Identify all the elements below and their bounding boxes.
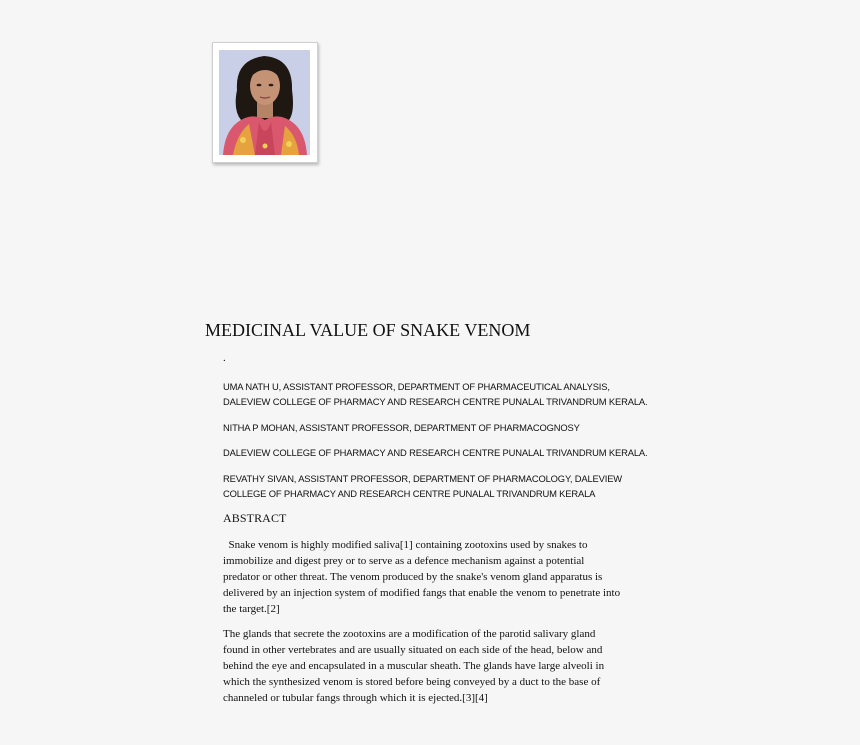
affiliation-line: REVATHY SIVAN, ASSISTANT PROFESSOR, DEPARTMENT OF PHARMACOLOGY, DALEVIEW bbox=[223, 473, 623, 484]
affiliation-line: NITHA P MOHAN, ASSISTANT PROFESSOR, DEPARTMENT OF PHARMACOGNOSY bbox=[223, 422, 580, 433]
paragraph-line: immobilize and digest prey or to serve as a defence mechanism against a potential bbox=[223, 555, 585, 567]
affiliation-line: UMA NATH U, ASSISTANT PROFESSOR, DEPARTMENT OF PHARMACEUTICAL ANALYSIS, bbox=[223, 381, 610, 392]
affiliation-line: COLLEGE OF PHARMACY AND RESEARCH CENTRE PUNALAL TRIVANDRUM KERALA bbox=[223, 488, 596, 499]
paragraph-line: found in other vertebrates and are usually situated on each side of the head, below and bbox=[223, 644, 603, 656]
affiliation-line: DALEVIEW COLLEGE OF PHARMACY AND RESEARCH CENTRE PUNALAL TRIVANDRUM KERALA. bbox=[223, 396, 648, 407]
author-affiliation-1 bbox=[223, 379, 673, 409]
paragraph-line: the target.[2] bbox=[223, 603, 280, 615]
affiliation-line: DALEVIEW COLLEGE OF PHARMACY AND RESEARCH CENTRE PUNALAL TRIVANDRUM KERALA. bbox=[223, 447, 648, 458]
abstract-heading: ABSTRACT bbox=[223, 511, 287, 525]
abstract-paragraph-2 bbox=[223, 626, 604, 706]
author-affiliation-2 bbox=[223, 420, 673, 435]
abstract-paragraph-1 bbox=[223, 537, 620, 617]
paragraph-line: channeled or tubular fangs through which it is ejected.[3][4] bbox=[223, 692, 488, 704]
author-portrait-image bbox=[219, 50, 310, 155]
separator-dot: . bbox=[223, 352, 226, 364]
author-photo bbox=[212, 42, 318, 163]
author-affiliation-4 bbox=[223, 471, 673, 501]
paragraph-line: behind the eye and encapsulated in a muscular sheath. The glands have large alveoli in bbox=[223, 660, 605, 672]
paragraph-line: delivered by an injection system of modified fangs that enable the venom to penetrate into bbox=[223, 587, 621, 599]
paper-title: MEDICINAL VALUE OF SNAKE VENOM bbox=[205, 320, 531, 340]
paragraph-line: predator or other threat. The venom produced by the snake's venom gland apparatus is bbox=[223, 571, 603, 583]
paragraph-line: which the synthesized venom is stored before being conveyed by a duct to the base of bbox=[223, 676, 601, 688]
paragraph-line: The glands that secrete the zootoxins are a modification of the parotid salivary gland bbox=[223, 628, 596, 640]
paragraph-line: Snake venom is highly modified saliva[1] containing zootoxins used by snakes to bbox=[223, 539, 588, 551]
author-affiliation-3 bbox=[223, 445, 673, 460]
